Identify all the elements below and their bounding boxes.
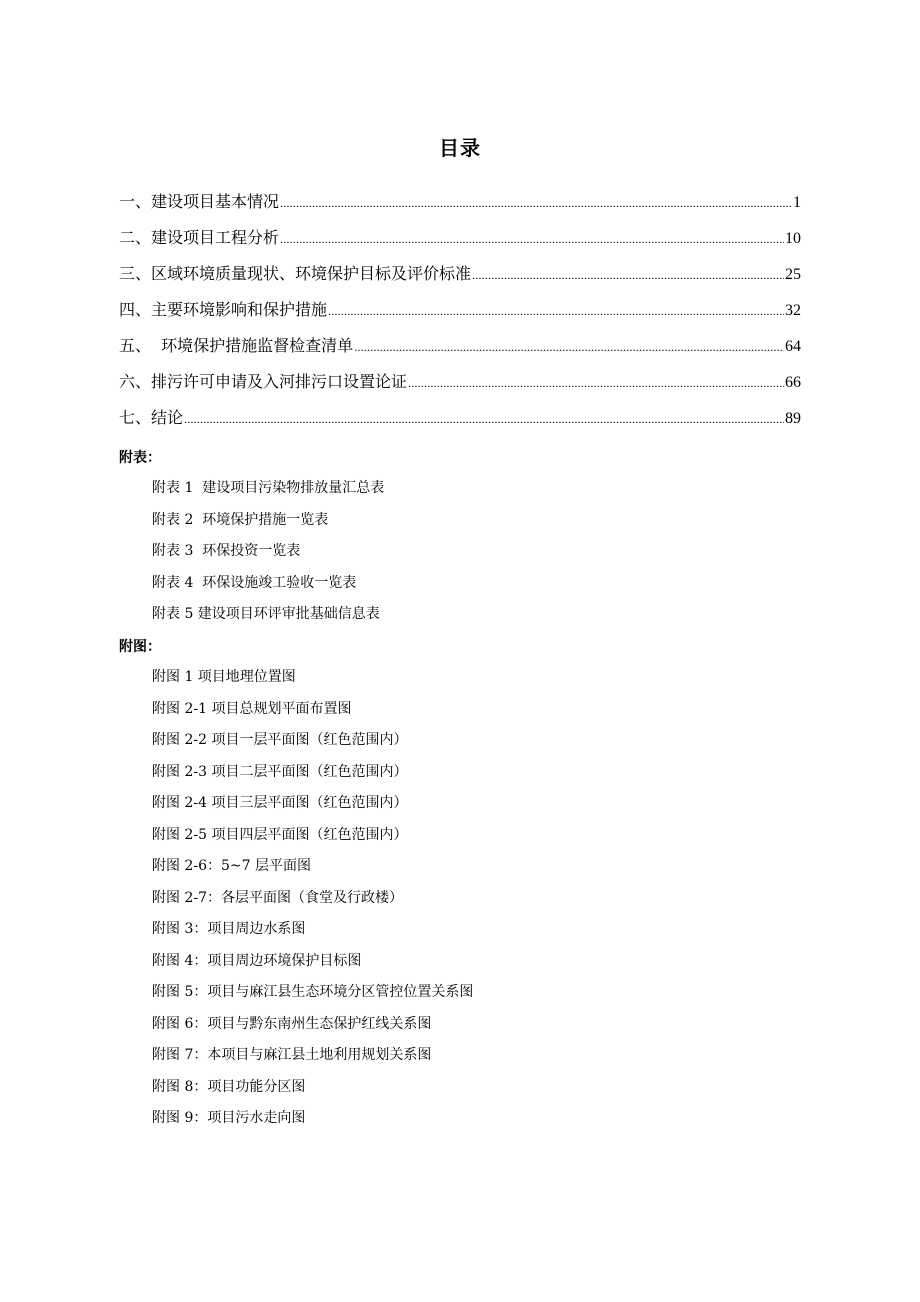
toc-entry-page: 10 (785, 230, 801, 247)
appendix-figure-item: 附图 2-3 项目二层平面图（红色范围内） (152, 763, 408, 780)
appendix-figures-heading: 附图： (119, 639, 161, 655)
page-title: 目录 (439, 136, 481, 160)
toc-entry-page: 64 (785, 338, 801, 355)
toc-leader-dots (328, 301, 784, 321)
toc-leader-dots (280, 229, 784, 249)
appendix-figure-item: 附图 9：项目污水走向图 (152, 1110, 306, 1126)
appendix-figure-item: 附图 1 项目地理位置图 (152, 669, 296, 685)
appendix-figure-item: 附图 2-1 项目总规划平面布置图 (152, 700, 352, 717)
toc-entry-label: 七、结论 (119, 408, 184, 427)
toc-leader-dots (184, 409, 784, 429)
appendix-tables-heading: 附表： (119, 450, 161, 466)
toc-entry-label: 四、主要环境影响和保护措施 (119, 300, 328, 319)
toc-entry-page: 25 (785, 266, 801, 283)
toc-leader-dots (280, 193, 792, 213)
toc-entry[interactable] (119, 228, 801, 264)
toc-entry-page: 89 (785, 410, 801, 427)
toc-entry[interactable] (119, 300, 801, 336)
toc-entry-label: 六、排污许可申请及入河排污口设置论证 (119, 372, 408, 391)
appendix-table-item: 附表 2 环境保护措施一览表 (152, 511, 329, 528)
appendix-figures-list (152, 668, 473, 1141)
appendix-figure-item: 附图 6：项目与黔东南州生态保护红线关系图 (152, 1015, 432, 1032)
appendix-table-item: 附表 3 环保投资一览表 (152, 543, 301, 559)
appendix-figure-item: 附图 3：项目周边水系图 (152, 921, 306, 937)
appendix-figure-item: 附图 2-2 项目一层平面图（红色范围内） (152, 732, 408, 748)
toc-entry[interactable] (119, 192, 801, 228)
appendix-figure-item: 附图 2-6：5~7 层平面图 (152, 858, 311, 874)
toc-leader-dots (408, 373, 784, 393)
table-of-contents (119, 192, 801, 444)
toc-entry-page: 1 (793, 194, 801, 211)
appendix-table-item: 附表 5 建设项目环评审批基础信息表 (152, 606, 380, 622)
toc-entry-label: 五、 环境保护措施监督检查清单 (119, 336, 354, 355)
toc-entry-page: 32 (785, 302, 801, 319)
appendix-table-item: 附表 1 建设项目污染物排放量汇总表 (152, 480, 385, 496)
appendix-figure-item: 附图 2-5 项目四层平面图（红色范围内） (152, 826, 408, 843)
toc-leader-dots (472, 265, 784, 285)
toc-entry[interactable] (119, 408, 801, 444)
appendix-figure-item: 附图 4：项目周边环境保护目标图 (152, 952, 362, 969)
appendix-figure-item: 附图 2-4 项目三层平面图（红色范围内） (152, 795, 408, 811)
toc-entry-page: 66 (785, 374, 801, 391)
appendix-figure-item: 附图 2-7：各层平面图（食堂及行政楼） (152, 889, 403, 906)
appendix-figure-item: 附图 8：项目功能分区图 (152, 1078, 306, 1095)
toc-entry-label: 三、区域环境质量现状、环境保护目标及评价标准 (119, 264, 472, 283)
toc-entry[interactable] (119, 336, 801, 372)
appendix-tables-list (152, 479, 384, 637)
toc-entry[interactable] (119, 264, 801, 300)
toc-entry-label: 二、建设项目工程分析 (119, 228, 280, 247)
toc-entry[interactable] (119, 372, 801, 408)
appendix-figure-item: 附图 7：本项目与麻江县土地利用规划关系图 (152, 1047, 432, 1063)
toc-leader-dots (354, 337, 784, 357)
appendix-figure-item: 附图 5：项目与麻江县生态环境分区管控位置关系图 (152, 984, 474, 1000)
appendix-table-item: 附表 4 环保设施竣工验收一览表 (152, 574, 357, 591)
toc-entry-label: 一、建设项目基本情况 (119, 192, 280, 211)
